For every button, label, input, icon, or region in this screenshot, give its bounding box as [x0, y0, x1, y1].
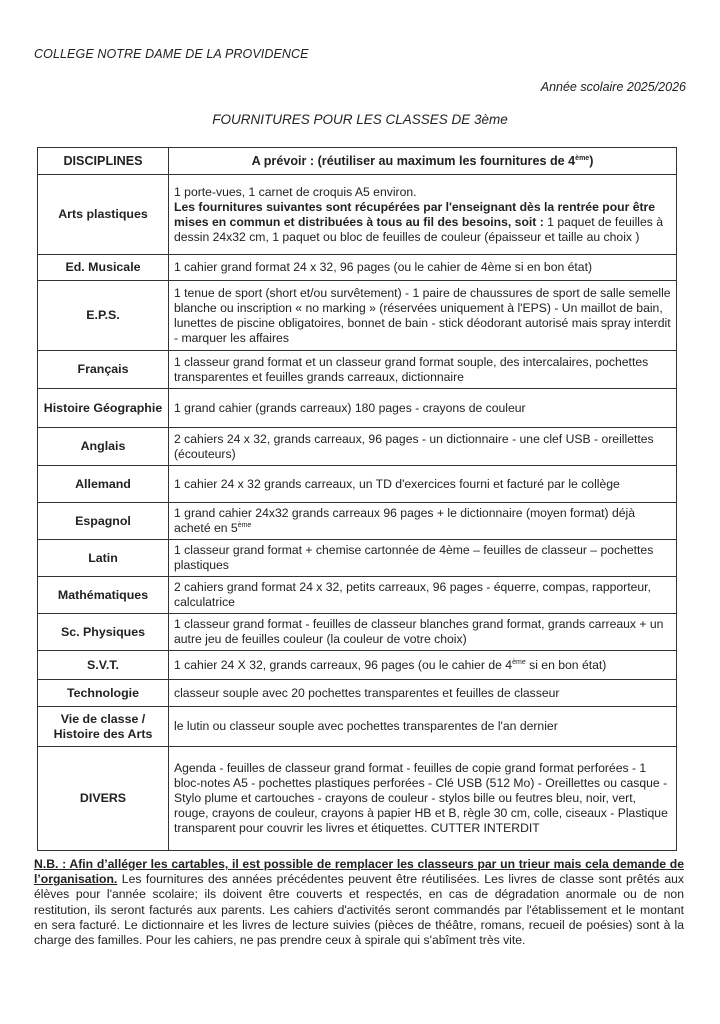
items-cell: 1 tenue de sport (short et/ou survêtement) - 1 paire de chaussures de sport de salle semelle blanche ou inscription « no marking » (réservées uniquement à l'EPS) - Un maillot de bain, lunettes de piscine obligatoires, bonnet de bain - stick déodorant autorisé mais spray interdit - marquer les affaires	[169, 281, 677, 351]
discipline-cell: Histoire Géographie	[38, 389, 169, 428]
discipline-cell: Arts plastiques	[38, 175, 169, 255]
items-cell: classeur souple avec 20 pochettes transparentes et feuilles de classeur	[169, 680, 677, 707]
items-cell: 1 porte-vues, 1 carnet de croquis A5 environ. Les fournitures suivantes sont récupérées par l'enseignant dès la rentrée pour être mises en commun et distribuées à tous au fil des besoins, soit : 1 paquet de feuilles à dessin 24x32 cm, 1 paquet ou bloc de feuilles de couleur (épaisseur et taille au choix )	[169, 175, 677, 255]
note-body: Les fournitures des années précédentes peuvent être réutilisées. Les livres de classe sont prêtés aux élèves pour l'année scolaire; ils doivent être couverts et respectés, en cas de dégradation anormale ou de non restitution, ils seront facturés aux parents. Les cahiers d'activités seront commandés par l'établissement et le montant en sera facturé. Le dictionnaire et les livres de lecture suivies (pièces de théâtre, romans, recueil de poésies) sont à la charge des familles. Pour les cahiers, ne pas prendre ceux à spirale qui s'abîment très vite.	[34, 872, 684, 948]
items-cell: 1 cahier grand format 24 x 32, 96 pages (ou le cahier de 4ème si en bon état)	[169, 255, 677, 281]
items-cell: 1 classeur grand format + chemise cartonnée de 4ème – feuilles de classeur – pochettes plastiques	[169, 540, 677, 577]
note-lead: N.B. : Afin d’alléger les cartables, il est possible de remplacer les classeurs par un trieur mais cela demande de l’organisation.	[34, 857, 684, 887]
items-cell: 2 cahiers grand format 24 x 32, petits carreaux, 96 pages - équerre, compas, rapporteur, calculatrice	[169, 577, 677, 614]
table-row	[38, 466, 677, 503]
discipline-cell: Allemand	[38, 466, 169, 503]
table-row	[38, 351, 677, 389]
table-row	[38, 614, 677, 651]
note-paragraph	[34, 857, 684, 948]
discipline-cell: E.P.S.	[38, 281, 169, 351]
table-row	[38, 428, 677, 466]
items-cell: 1 grand cahier 24x32 grands carreaux 96 pages + le dictionnaire (moyen format) déjà acheté en 5ème	[169, 503, 677, 540]
table-row	[38, 707, 677, 747]
items-cell: 1 classeur grand format - feuilles de classeur blanches grand format, grands carreaux + un autre jeu de feuilles couleur (la couleur de votre choix)	[169, 614, 677, 651]
table-row	[38, 175, 677, 255]
discipline-cell: Français	[38, 351, 169, 389]
table-row	[38, 540, 677, 577]
discipline-cell: Technologie	[38, 680, 169, 707]
table-row	[38, 651, 677, 680]
school-name: COLLEGE NOTRE DAME DE LA PROVIDENCE	[34, 47, 309, 61]
discipline-cell: Mathématiques	[38, 577, 169, 614]
page-title: FOURNITURES POUR LES CLASSES DE 3ème	[212, 112, 508, 127]
items-cell: Agenda - feuilles de classeur grand format - feuilles de copie grand format perforées - 1 bloc-notes A5 - pochettes plastiques perforées - Clé USB (512 Mo) - Oreillettes ou casque - Stylo plume et cartouches - crayons de couleur - stylos bille ou feutres bleu, noir, vert, rouge, crayons de couleur, crayons à papier HB et B, règle 30 cm, colle, ciseaux - Plastique transparent pour couvrir les livres et étiquettes. CUTTER INTERDIT	[169, 747, 677, 851]
items-cell: 1 cahier 24 X 32, grands carreaux, 96 pages (ou le cahier de 4ème si en bon état)	[169, 651, 677, 680]
table-row	[38, 747, 677, 851]
discipline-cell: Latin	[38, 540, 169, 577]
table-header-row	[38, 148, 677, 175]
school-year: Année scolaire 2025/2026	[540, 80, 686, 94]
column-header-disciplines: DISCIPLINES	[38, 148, 169, 175]
table-row	[38, 255, 677, 281]
discipline-cell: S.V.T.	[38, 651, 169, 680]
supplies-table	[37, 147, 677, 851]
discipline-cell: Ed. Musicale	[38, 255, 169, 281]
items-cell: 1 classeur grand format et un classeur grand format souple, des intercalaires, pochettes transparentes et feuilles grands carreaux, dictionnaire	[169, 351, 677, 389]
table-row	[38, 680, 677, 707]
table-row	[38, 281, 677, 351]
table-row	[38, 503, 677, 540]
discipline-cell: DIVERS	[38, 747, 169, 851]
column-header-items: A prévoir : (réutiliser au maximum les fournitures de 4ème)	[169, 148, 677, 175]
table-row	[38, 577, 677, 614]
discipline-cell: Anglais	[38, 428, 169, 466]
items-cell: 1 cahier 24 x 32 grands carreaux, un TD d'exercices fourni et facturé par le collège	[169, 466, 677, 503]
discipline-cell: Espagnol	[38, 503, 169, 540]
discipline-cell: Sc. Physiques	[38, 614, 169, 651]
table-row	[38, 389, 677, 428]
items-cell: 2 cahiers 24 x 32, grands carreaux, 96 pages - un dictionnaire - une clef USB - oreillettes (écouteurs)	[169, 428, 677, 466]
discipline-cell: Vie de classe / Histoire des Arts	[38, 707, 169, 747]
items-cell: 1 grand cahier (grands carreaux) 180 pages - crayons de couleur	[169, 389, 677, 428]
items-cell: le lutin ou classeur souple avec pochettes transparentes de l'an dernier	[169, 707, 677, 747]
